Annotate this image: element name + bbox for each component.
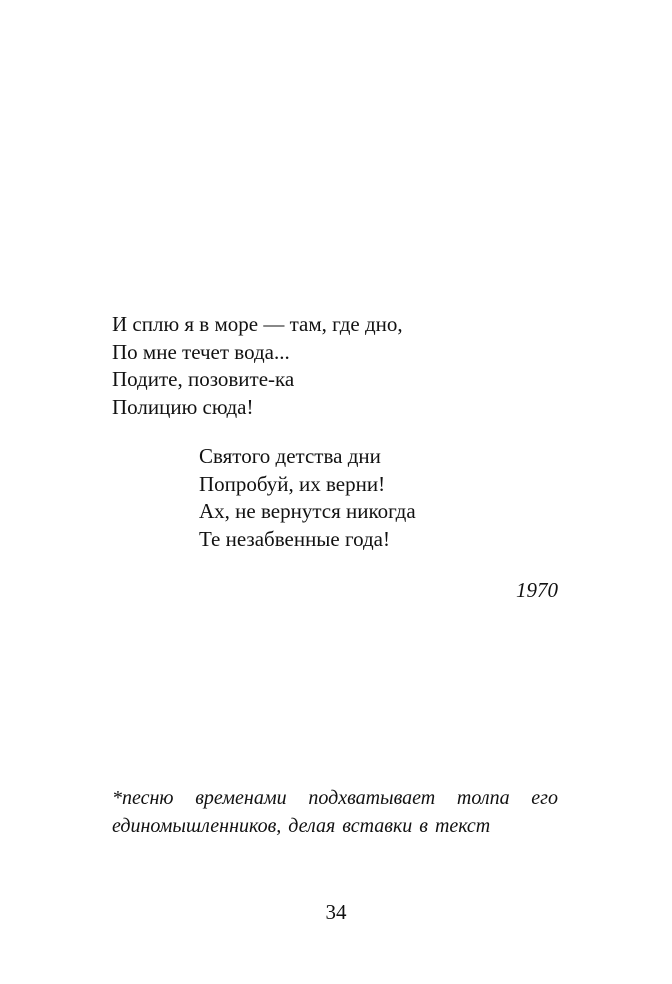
footnote: *песню временами подхватывает толпа его единомышленников, делая вставки в текст [112,787,558,837]
poem-line: Подите, позовите-ка [112,367,295,391]
poem-line: Полицию сюда! [112,394,254,419]
poem-year: 1970 [516,578,558,602]
poem-stanza-2 [199,443,416,553]
poem-line: Святого детства дни [199,444,381,468]
poem-line: Попробуй, их верни! [199,471,386,496]
poem-line: Те незабвенные года! [199,526,390,551]
page-number: 34 [325,900,347,924]
poem-line: И сплю я в море — там, где дно, [112,312,403,336]
poem-line: По мне течет вода... [112,339,290,364]
poem-line: Ах, не вернутся никогда [199,499,416,523]
poem-stanza-1 [112,311,403,421]
